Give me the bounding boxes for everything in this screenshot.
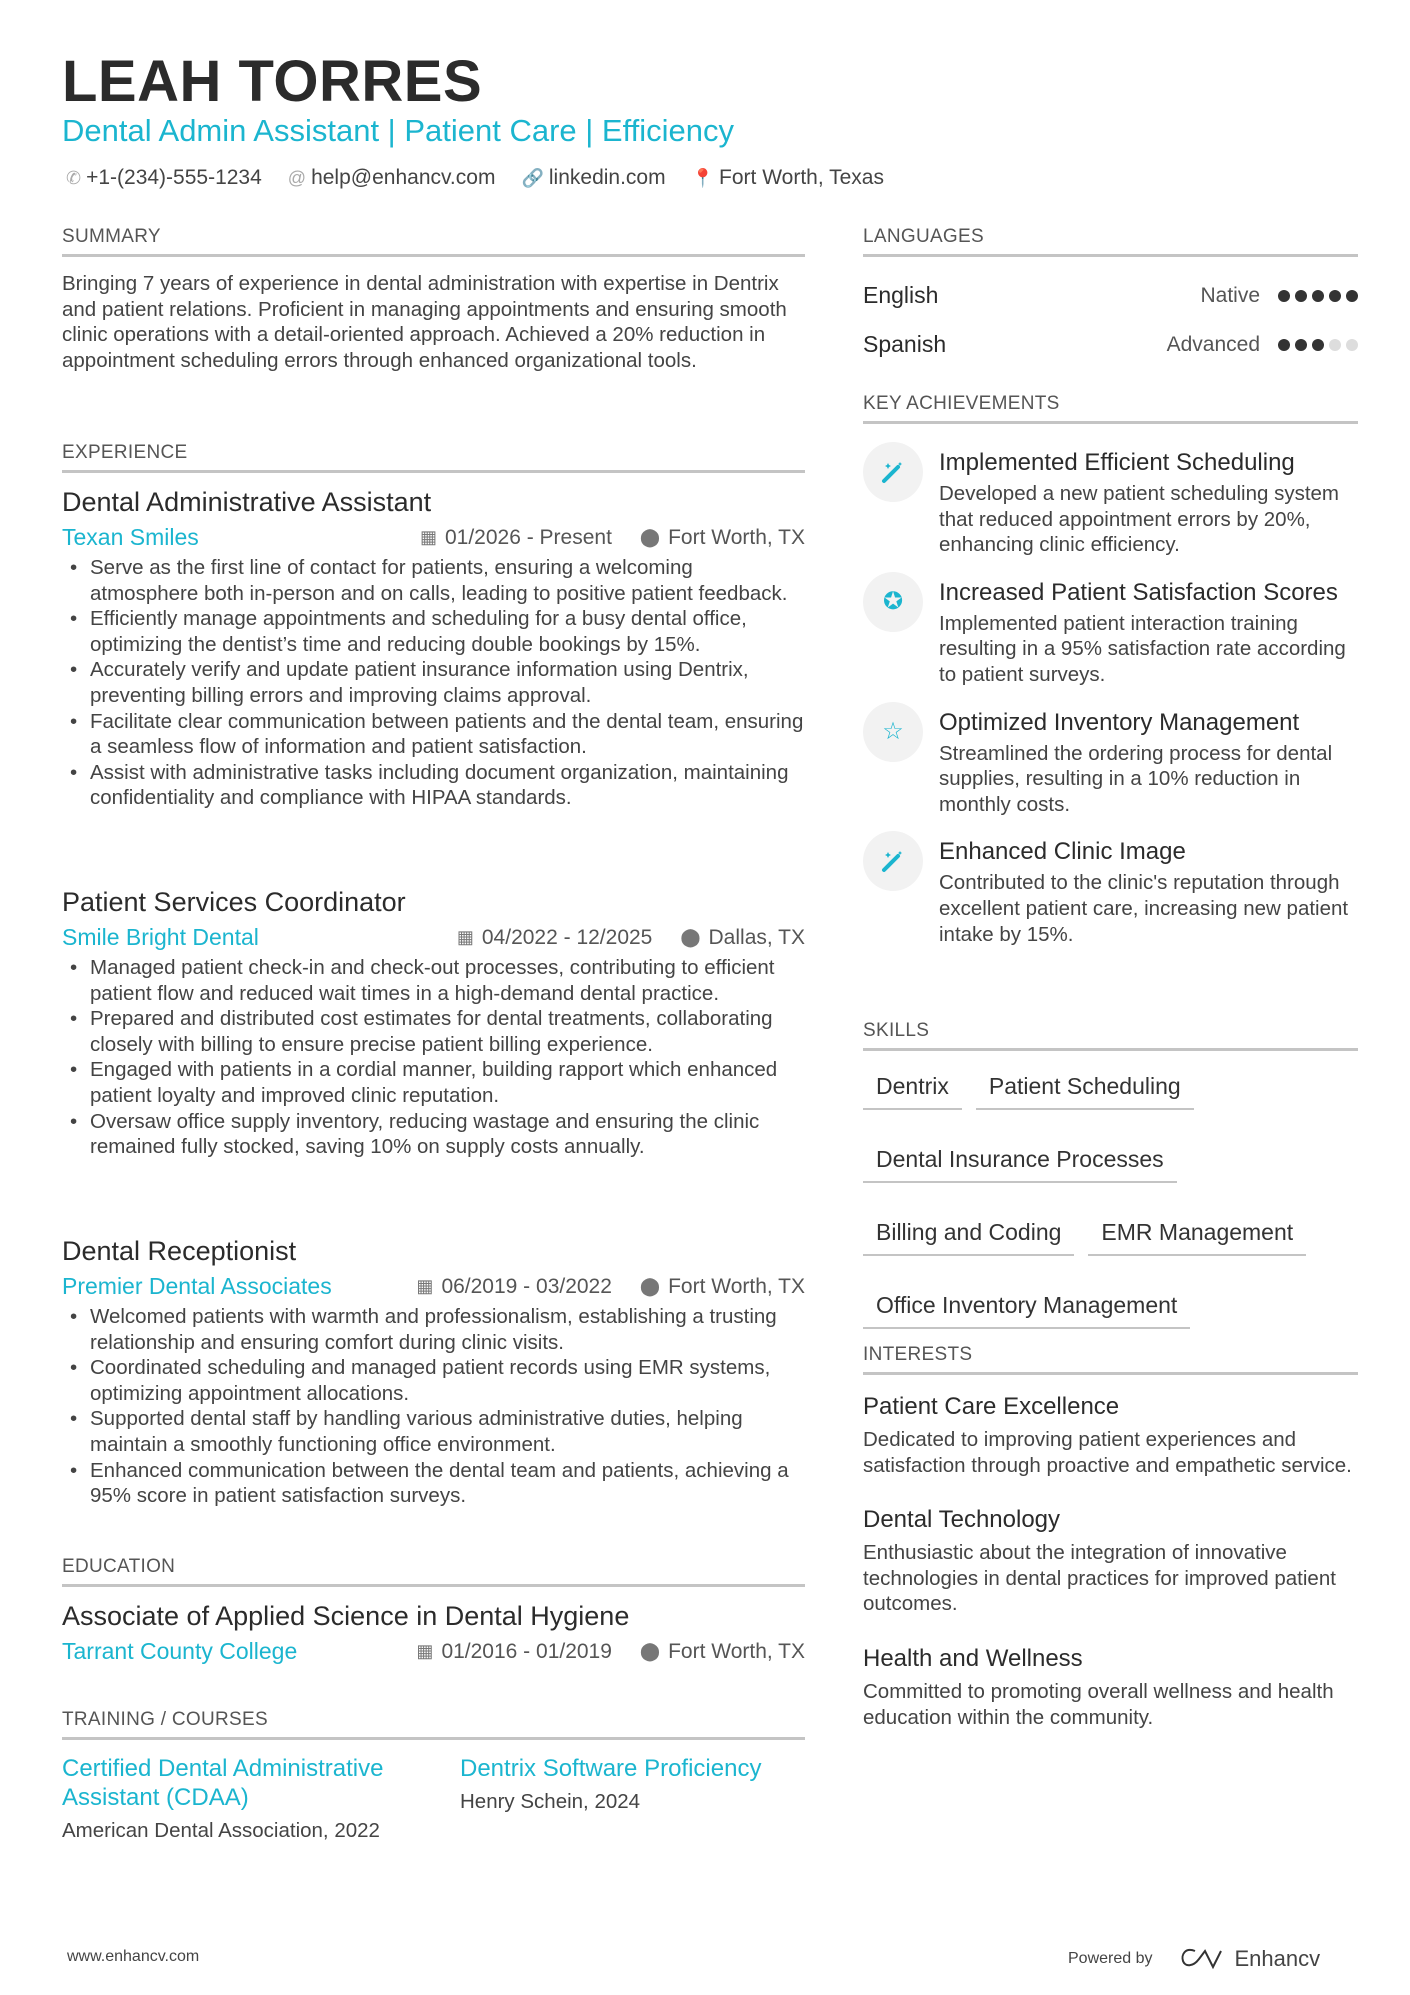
bullet-item: • Coordinated scheduling and managed patient records using EMR systems, optimizing appointment allocations. bbox=[62, 1355, 805, 1406]
achievement-title: Increased Patient Satisfaction Scores bbox=[939, 578, 1338, 606]
job-bullets bbox=[62, 1304, 805, 1509]
interest-text: Enthusiastic about the integration of innovative technologies in dental practices for improved patient outcomes. bbox=[863, 1541, 1336, 1616]
contact-phone bbox=[66, 166, 262, 190]
education-dates bbox=[416, 1640, 612, 1664]
education-location bbox=[640, 1640, 805, 1664]
rating-dot bbox=[1295, 339, 1307, 351]
language-rating bbox=[1278, 339, 1358, 351]
rating-dot bbox=[1346, 290, 1358, 302]
location-pin-icon: ⬤ bbox=[639, 1276, 661, 1296]
section-heading: EXPERIENCE bbox=[62, 442, 805, 473]
bullet-item: • Oversaw office supply inventory, reducing wastage and ensuring the clinic remained fully stocked, saving 10% on supply costs annually. bbox=[62, 1109, 805, 1160]
section-heading: EDUCATION bbox=[62, 1556, 805, 1587]
languages-section bbox=[863, 226, 1358, 369]
bullet-item: • Serve as the first line of contact for patients, ensuring a welcoming atmosphere both in-person and on calls, leading to positive patient feedback. bbox=[62, 555, 805, 606]
course-title: Certified Dental Administrative Assistant (CDAA) bbox=[62, 1755, 384, 1811]
job-bullets bbox=[62, 955, 805, 1160]
enhancv-logo bbox=[1179, 1946, 1321, 1972]
dates-text: 01/2016 - 01/2019 bbox=[441, 1639, 612, 1663]
location-pin-icon: 📍 bbox=[691, 168, 715, 188]
interest-item bbox=[863, 1393, 1358, 1478]
powered-by-text: Powered by bbox=[1068, 1950, 1153, 1967]
achievement-text: Contributed to the clinic's reputation through excellent patient care, increasing new patient intake by 15%. bbox=[939, 871, 1349, 946]
location-pin-icon: ⬤ bbox=[639, 1641, 661, 1661]
bullet-item: • Welcomed patients with warmth and professionalism, establishing a trusting relationship and ensuring comfort during clinic visits. bbox=[62, 1304, 805, 1355]
calendar-icon: ▦ bbox=[456, 927, 474, 947]
training-section bbox=[62, 1709, 805, 1844]
course-item bbox=[460, 1754, 800, 1844]
interest-title: Health and Wellness bbox=[863, 1644, 1083, 1672]
location-text: Fort Worth, TX bbox=[668, 1274, 805, 1298]
course-provider: Henry Schein, 2024 bbox=[460, 1790, 641, 1813]
footer-website[interactable]: www.enhancv.com bbox=[67, 1948, 200, 1965]
job-entry bbox=[62, 887, 805, 1160]
course-provider: American Dental Association, 2022 bbox=[62, 1819, 380, 1842]
achievement-text: Developed a new patient scheduling system that reduced appointment errors by 20%, enhancing clinic efficiency. bbox=[939, 482, 1339, 557]
magic-wand-icon bbox=[863, 831, 923, 891]
school: Tarrant County College bbox=[62, 1638, 298, 1664]
job-title: Patient Services Coordinator bbox=[62, 887, 406, 917]
language-name: Spanish bbox=[863, 331, 947, 357]
job-location bbox=[640, 1275, 805, 1299]
language-item bbox=[863, 320, 1358, 369]
location-text: Fort Worth, TX bbox=[668, 525, 805, 549]
candidate-title: Dental Admin Assistant | Patient Care | Efficiency bbox=[62, 113, 735, 148]
bullet-item: • Supported dental staff by handling various administrative duties, helping maintain a smoothly functioning office environment. bbox=[62, 1406, 805, 1457]
course-title: Dentrix Software Proficiency bbox=[460, 1755, 762, 1782]
job-location bbox=[640, 526, 805, 550]
enhancv-logo-icon bbox=[1179, 1947, 1225, 1971]
calendar-icon: ▦ bbox=[416, 1276, 434, 1296]
section-heading: SKILLS bbox=[863, 1020, 1358, 1051]
interests-section bbox=[863, 1344, 1358, 1758]
achievement-title: Implemented Efficient Scheduling bbox=[939, 449, 1295, 476]
skill-tag: Dentrix bbox=[863, 1073, 962, 1110]
achievement-title: Optimized Inventory Management bbox=[939, 708, 1300, 736]
rating-dot bbox=[1329, 290, 1341, 302]
interest-title: Dental Technology bbox=[863, 1506, 1061, 1534]
bullet-item: • Efficiently manage appointments and scheduling for a busy dental office, optimizing the dentist’s time and reducing double bookings by 15%. bbox=[62, 606, 805, 657]
phone-text: +1-(234)-555-1234 bbox=[86, 166, 262, 189]
job-bullets bbox=[62, 555, 805, 811]
job-entry bbox=[62, 1236, 805, 1509]
rating-dot bbox=[1312, 339, 1324, 351]
skills-section bbox=[863, 1020, 1358, 1329]
rating-dot bbox=[1312, 290, 1324, 302]
interest-item bbox=[863, 1645, 1358, 1730]
company-name: Premier Dental Associates bbox=[62, 1273, 332, 1299]
job-title: Dental Receptionist bbox=[62, 1236, 297, 1266]
location-text: Fort Worth, Texas bbox=[719, 166, 884, 189]
section-heading: LANGUAGES bbox=[863, 226, 1358, 257]
brand-text: Enhancv bbox=[1234, 1946, 1321, 1971]
bullet-item: • Facilitate clear communication between patients and the dental team, ensuring a seamless flow of information and patient satisfaction. bbox=[62, 709, 805, 760]
skill-tag: Office Inventory Management bbox=[863, 1292, 1190, 1329]
rating-dot bbox=[1278, 290, 1290, 302]
language-level: Native bbox=[1200, 283, 1260, 307]
summary-text: Bringing 7 years of experience in dental administration with expertise in Dentrix and patient relations. Proficient in managing appointments and ensuring smooth clinic operations with a detail-oriented approach. Achieved a 20% reduction in appointment scheduling errors through enhanced organizational tools. bbox=[62, 272, 787, 372]
calendar-icon: ▦ bbox=[416, 1641, 434, 1661]
degree: Associate of Applied Science in Dental Hygiene bbox=[62, 1601, 630, 1631]
linkedin-text[interactable]: linkedin.com bbox=[548, 166, 666, 189]
education-section bbox=[62, 1556, 805, 1669]
achievements-section bbox=[863, 393, 1358, 967]
bullet-item: • Assist with administrative tasks including document organization, maintaining confidentiality and compliance with HIPAA standards. bbox=[62, 760, 805, 811]
at-icon: @ bbox=[287, 168, 307, 188]
skill-tag: EMR Management bbox=[1088, 1219, 1306, 1256]
achievement-item bbox=[863, 708, 1358, 818]
skill-tag: Billing and Coding bbox=[863, 1219, 1074, 1256]
language-rating bbox=[1278, 290, 1358, 302]
email-text[interactable]: help@enhancv.com bbox=[311, 166, 496, 189]
achievement-item bbox=[863, 578, 1358, 688]
achievement-text: Implemented patient interaction training resulting in a 95% satisfaction rate according to patient surveys. bbox=[939, 611, 1346, 686]
achievement-item bbox=[863, 837, 1358, 947]
interest-text: Committed to promoting overall wellness and health education within the community. bbox=[863, 1679, 1334, 1729]
section-heading: INTERESTS bbox=[863, 1344, 1358, 1375]
job-dates bbox=[457, 926, 653, 950]
job-dates bbox=[416, 1275, 612, 1299]
rating-dot bbox=[1346, 339, 1358, 351]
contact-email[interactable] bbox=[288, 166, 496, 190]
award-ribbon-icon: ✪ bbox=[863, 572, 923, 632]
contact-linkedin[interactable] bbox=[521, 166, 665, 190]
job-title: Dental Administrative Assistant bbox=[62, 487, 432, 517]
star-icon: ☆ bbox=[863, 702, 923, 762]
rating-dot bbox=[1278, 339, 1290, 351]
achievement-title: Enhanced Clinic Image bbox=[939, 838, 1186, 866]
job-entry bbox=[62, 487, 805, 811]
interest-title: Patient Care Excellence bbox=[863, 1393, 1120, 1420]
interest-item bbox=[863, 1506, 1358, 1617]
bullet-item: • Accurately verify and update patient insurance information using Dentrix, preventing billing errors and improving claims approval. bbox=[62, 657, 805, 708]
section-heading: SUMMARY bbox=[62, 226, 805, 257]
company-name: Smile Bright Dental bbox=[62, 924, 259, 950]
location-text: Fort Worth, TX bbox=[668, 1639, 805, 1663]
section-heading: KEY ACHIEVEMENTS bbox=[863, 393, 1358, 424]
location-pin-icon: ⬤ bbox=[680, 927, 701, 947]
course-item bbox=[62, 1754, 412, 1844]
company-name: Texan Smiles bbox=[62, 524, 199, 550]
calendar-icon: ▦ bbox=[419, 527, 437, 547]
interest-text: Dedicated to improving patient experiences and satisfaction through proactive and empathetic service. bbox=[863, 1428, 1352, 1477]
rating-dot bbox=[1329, 339, 1341, 351]
experience-section bbox=[62, 442, 805, 487]
achievement-text: Streamlined the ordering process for dental supplies, resulting in a 10% reduction in monthly costs. bbox=[939, 741, 1333, 816]
job-location bbox=[680, 926, 805, 950]
footer-branding bbox=[1068, 1946, 1320, 1972]
bullet-item: • Enhanced communication between the dental team and patients, achieving a 95% score in patient satisfaction surveys. bbox=[62, 1458, 805, 1509]
job-dates bbox=[420, 526, 612, 550]
language-name: English bbox=[863, 282, 939, 308]
skill-tag: Patient Scheduling bbox=[976, 1073, 1194, 1110]
contact-location bbox=[692, 166, 884, 190]
achievement-item bbox=[863, 448, 1358, 558]
dates-text: 04/2022 - 12/2025 bbox=[481, 925, 653, 949]
dates-text: 06/2019 - 03/2022 bbox=[441, 1274, 612, 1298]
section-heading: TRAINING / COURSES bbox=[62, 1709, 805, 1740]
location-pin-icon: ⬤ bbox=[639, 527, 661, 547]
location-text: Dallas, TX bbox=[708, 925, 805, 949]
bullet-item: • Managed patient check-in and check-out processes, contributing to efficient patient flow and reduced wait times in a high-demand dental practice. bbox=[62, 955, 805, 1006]
bullet-item: • Engaged with patients in a cordial manner, building rapport which enhanced patient loyalty and improved clinic reputation. bbox=[62, 1057, 805, 1108]
contact-row bbox=[66, 166, 884, 190]
skill-tag: Dental Insurance Processes bbox=[863, 1146, 1177, 1183]
language-item bbox=[863, 271, 1358, 320]
language-level: Advanced bbox=[1166, 332, 1260, 356]
magic-wand-icon bbox=[863, 442, 923, 502]
dates-text: 01/2026 - Present bbox=[444, 525, 612, 549]
rating-dot bbox=[1295, 290, 1307, 302]
phone-icon: ✆ bbox=[66, 168, 82, 188]
summary-section bbox=[62, 226, 805, 373]
candidate-name: LEAH TORRES bbox=[62, 49, 483, 114]
link-icon: 🔗 bbox=[521, 168, 544, 188]
bullet-item: • Prepared and distributed cost estimates for dental treatments, collaborating closely with billing to ensure precise patient billing experience. bbox=[62, 1006, 805, 1057]
